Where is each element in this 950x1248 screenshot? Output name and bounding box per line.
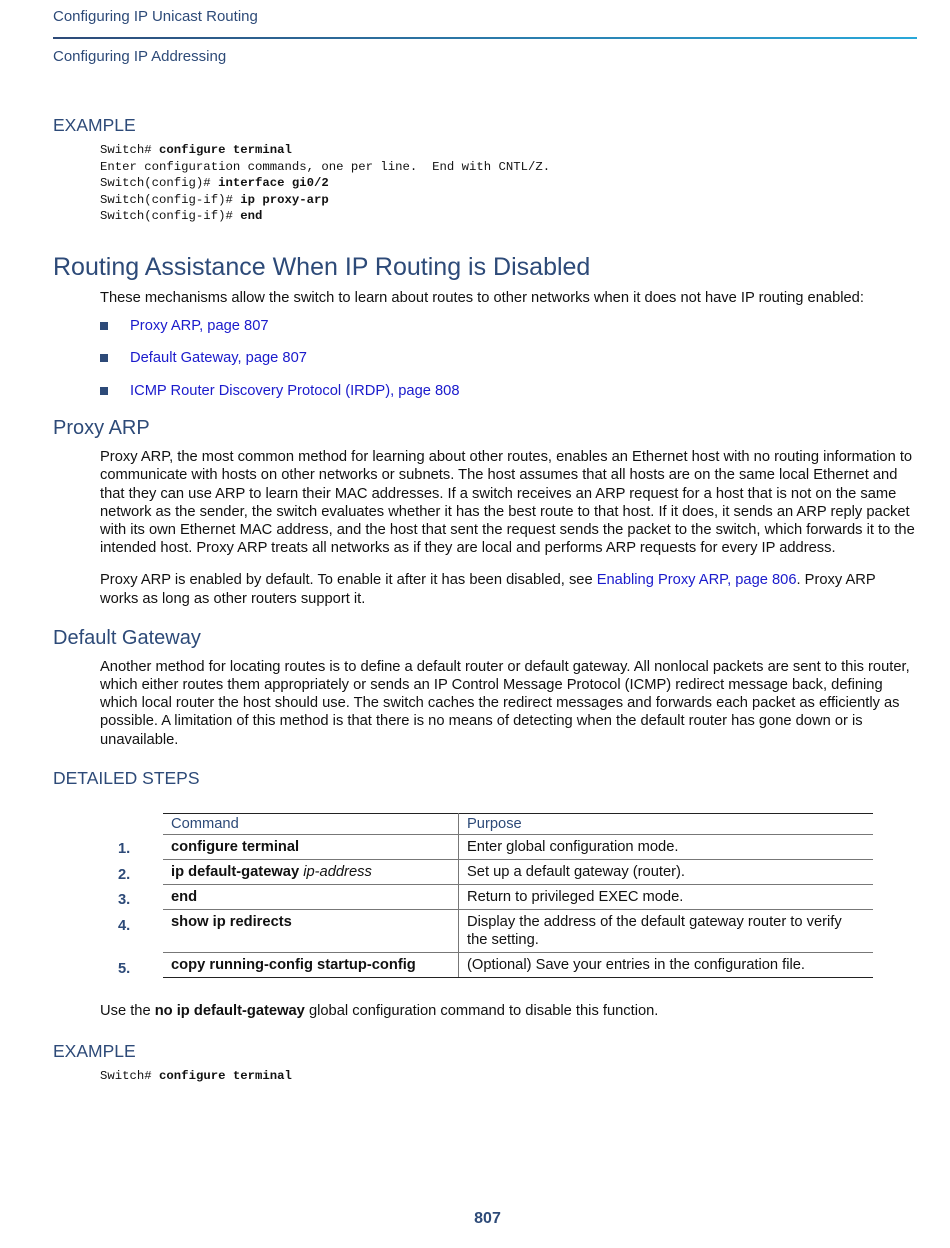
step-number: 3. [118,891,131,908]
step-number: 2. [118,866,131,883]
code-block [100,142,917,225]
column-header-command: Command [163,813,459,834]
link-enabling-proxy-arp[interactable]: Enabling Proxy ARP, page 806 [596,572,797,589]
step-purpose: Set up a default gateway (router). [459,859,874,884]
link-proxy-arp[interactable]: Proxy ARP, page 807 [130,317,269,334]
step-purpose: Enter global configuration mode. [459,834,874,859]
steps-table-wrap [53,813,917,978]
proxy-arp-title: Proxy ARP [53,417,150,440]
page-content [53,112,917,1085]
code-command: end [240,209,263,223]
header-section: Configuring IP Addressing [53,48,227,65]
default-gateway-para: Another method for locating routes is to define a default router or default gateway. All nonlocal packets are sent to this router, which either routes them appropriately or sends an IP Control Message Protocol (ICMP) redirect message back, defining which local router the host should use. The switch caches the redirect messages and forwards each packet as efficiently as possible. A limitation of this method is that there is no means of detecting when the default router has gone down or is unavailable. [100,658,910,748]
step-command [163,884,459,909]
link-default-gateway[interactable]: Default Gateway, page 807 [130,350,307,367]
disable-note-text-end: global configuration command to disable this function. [304,1002,659,1019]
code-prompt: Switch(config-if)# [100,209,241,223]
step-command [163,952,459,977]
code-prompt: Switch# [100,143,160,157]
table-row [163,884,873,909]
steps-table [163,813,873,978]
step-purpose: Return to privileged EXEC mode. [459,884,874,909]
square-bullet-icon [100,322,108,330]
table-row [163,859,873,884]
routing-title: Routing Assistance When IP Routing is Disabled [53,252,591,281]
command-keyword: ip default-gateway [171,863,304,880]
code-line [100,208,917,225]
link-item-default-gateway [100,349,917,367]
code-line [100,142,917,159]
command-argument: ip-address [303,863,372,880]
code-command: configure terminal [159,1069,292,1084]
step-number: 4. [118,917,131,934]
step-purpose: (Optional) Save your entries in the configuration file. [459,952,874,977]
step-command [163,909,459,952]
step-number: 5. [118,960,131,977]
code-line [100,159,917,176]
code-prompt: Switch# [100,1069,160,1084]
code-prompt: Enter configuration commands, one per line. End with CNTL/Z. [100,159,551,174]
proxy-arp-para2-text-end: . Proxy ARP works as long as other routers support it. [100,572,876,607]
code-line [100,1068,917,1085]
code-command: interface gi0/2 [218,176,329,190]
code-line [100,192,917,209]
step-purpose: Display the address of the default gateway router to verify the setting. [459,909,874,952]
command-keyword: end [171,888,198,905]
mechanism-links [100,317,917,400]
disable-note-command: no ip default-gateway [154,1002,305,1019]
routing-intro: These mechanisms allow the switch to learn about routes to other networks when it does not have IP routing enabled: [100,289,864,306]
disable-note-text: Use the [100,1002,155,1019]
code-command: configure terminal [159,143,292,157]
table-row [163,909,873,952]
column-header-purpose: Purpose [459,813,874,834]
header-rule [53,37,917,39]
header-chapter: Configuring IP Unicast Routing [53,8,258,25]
step-command [163,834,459,859]
proxy-arp-para2-text: Proxy ARP is enabled by default. To enable it after it has been disabled, see [100,572,597,589]
code-prompt: Switch(config-if)# [100,192,241,207]
detailed-steps-label: DETAILED STEPS [53,767,200,788]
example-label: EXAMPLE [53,115,136,135]
table-row [163,834,873,859]
disable-note [100,1002,917,1020]
command-keyword: copy running-config startup-config [171,956,416,973]
command-keyword: show ip redirects [171,913,292,930]
code-command: ip proxy-arp [240,192,329,207]
link-irdp[interactable]: ICMP Router Discovery Protocol (IRDP), page 808 [130,382,460,399]
link-item-irdp [100,382,917,400]
proxy-arp-para1: Proxy ARP, the most common method for learning about other routes, enables an Ethernet host with no routing information to communicate with hosts on other networks or subnets. The host assumes that all hosts are on the same local Ethernet and that they can use ARP to learn their MAC addresses. If a switch receives an ARP request for a host that is not on the same network as the sender, the switch evaluates whether it has the best route to that host. If it does, it sends an ARP reply packet with its own Ethernet MAC address, and the host that sent the request sends the packet to the switch, which forwards it to the intended host. Proxy ARP treats all networks as if they are local and performs ARP requests for every IP address. [100,449,915,557]
step-command [163,859,459,884]
command-keyword: configure terminal [171,838,300,855]
default-gateway-title: Default Gateway [53,626,201,649]
link-item-proxy-arp [100,317,917,335]
code-line [100,175,917,192]
table-header-row [163,813,873,834]
proxy-arp-para2 [100,571,917,607]
page-number: 807 [474,1210,501,1227]
table-row [163,952,873,977]
example-label: EXAMPLE [53,1041,136,1062]
code-prompt: Switch(config)# [100,176,219,190]
square-bullet-icon [100,387,108,395]
code-block [100,1068,917,1085]
step-number: 1. [118,840,131,857]
square-bullet-icon [100,354,108,362]
